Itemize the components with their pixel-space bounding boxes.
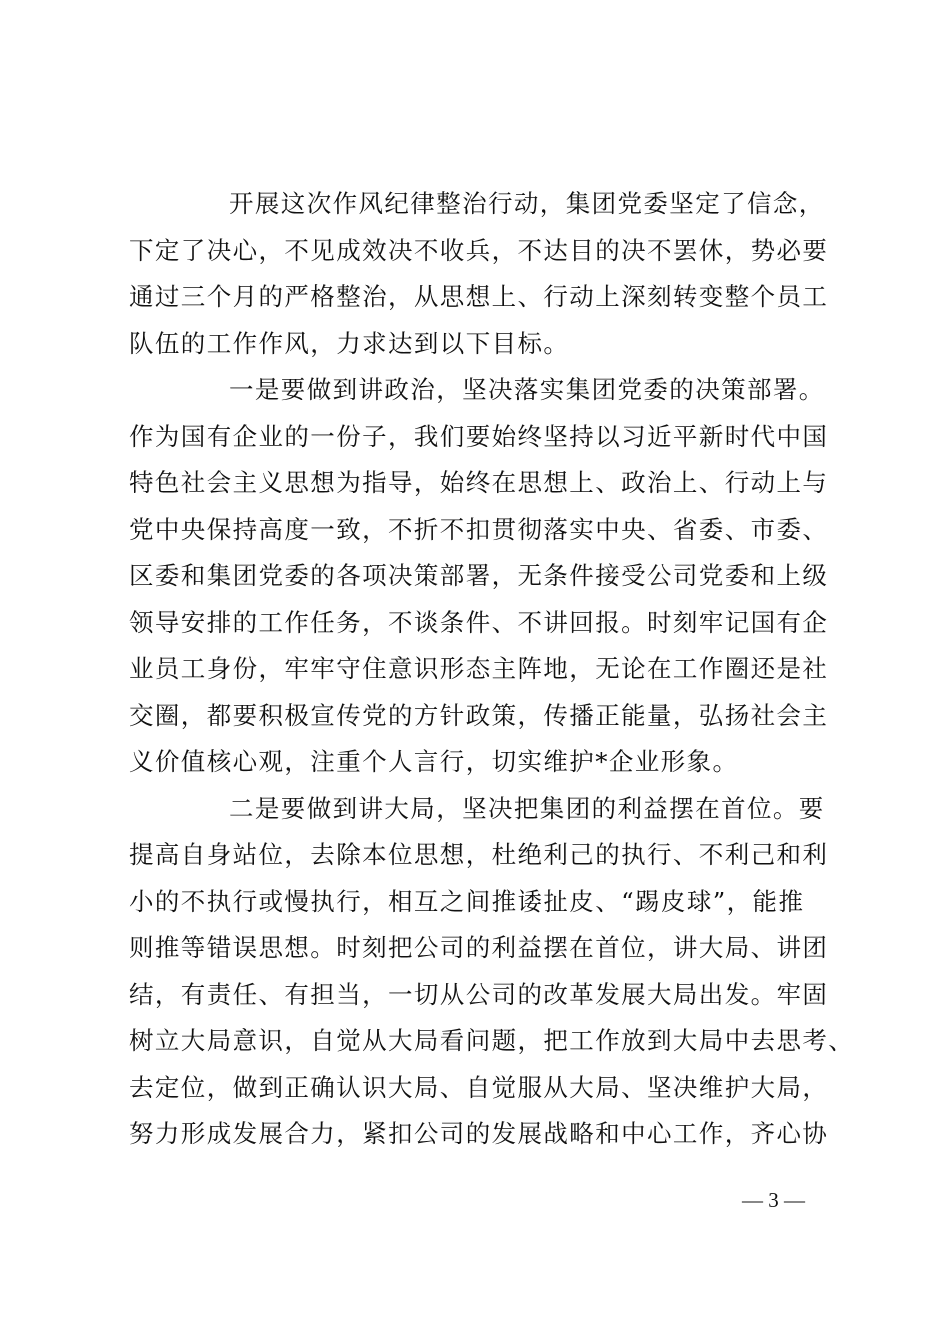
text-line: 义价值核心观，注重个人言行，切实维护*企业形象。 [129,747,739,776]
text-line: 队伍的工作作风，力求达到以下目标。 [129,328,570,358]
text-line: 则推等错误思想。时刻把公司的利益摆在首位，讲大局、讲团 [129,933,829,962]
text-line: 去定位，做到正确认识大局、自觉服从大局、坚决维护大局， [129,1072,829,1102]
body-text [129,181,855,1158]
paragraph-goals-intro [129,181,849,367]
text-line: 提高自身站位，去除本位思想，杜绝利己的执行、不利己和利 [129,840,829,869]
text-line: 下定了决心，不见成效决不收兵，不达目的决不罢休，势必要 [129,235,829,265]
paragraph-politics [129,367,849,786]
text-line: 一是要做到讲政治，坚决落实集团党委的决策部署。 [229,375,825,404]
text-line: 二是要做到讲大局，坚决把集团的利益摆在首位。要 [229,793,825,823]
text-line: 作为国有企业的一份子，我们要始终坚持以习近平新时代中国 [129,421,829,451]
page-number: — 3 — [742,1188,805,1212]
text-line: 努力形成发展合力，紧扣公司的发展战略和中心工作，齐心协 [129,1119,829,1148]
text-line: 开展这次作风纪律整治行动，集团党委坚定了信念， [229,189,825,218]
text-line: 区委和集团党委的各项决策部署，无条件接受公司党委和上级 [129,561,829,590]
text-line: 通过三个月的严格整治，从思想上、行动上深刻转变整个员工 [129,282,829,311]
text-line: 树立大局意识，自觉从大局看问题，把工作放到大局中去思考、 [129,1026,855,1055]
text-line: 领导安排的工作任务，不谈条件、不讲回报。时刻牢记国有企 [129,607,829,637]
paragraph-big-picture [129,786,855,1158]
text-line: 交圈，都要积极宣传党的方针政策，传播正能量，弘扬社会主 [129,700,829,730]
text-line: 小的不执行或慢执行，相互之间推诿扯皮、“踢皮球”，能推 [129,886,805,916]
text-line: 特色社会主义思想为指导，始终在思想上、政治上、行动上与 [129,468,829,497]
text-line: 结，有责任、有担当，一切从公司的改革发展大局出发。牢固 [129,979,829,1009]
text-line: 业员工身份，牢牢守住意识形态主阵地，无论在工作圈还是社 [129,654,829,683]
text-line: 党中央保持高度一致，不折不扣贯彻落实中央、省委、市委、 [129,514,829,544]
